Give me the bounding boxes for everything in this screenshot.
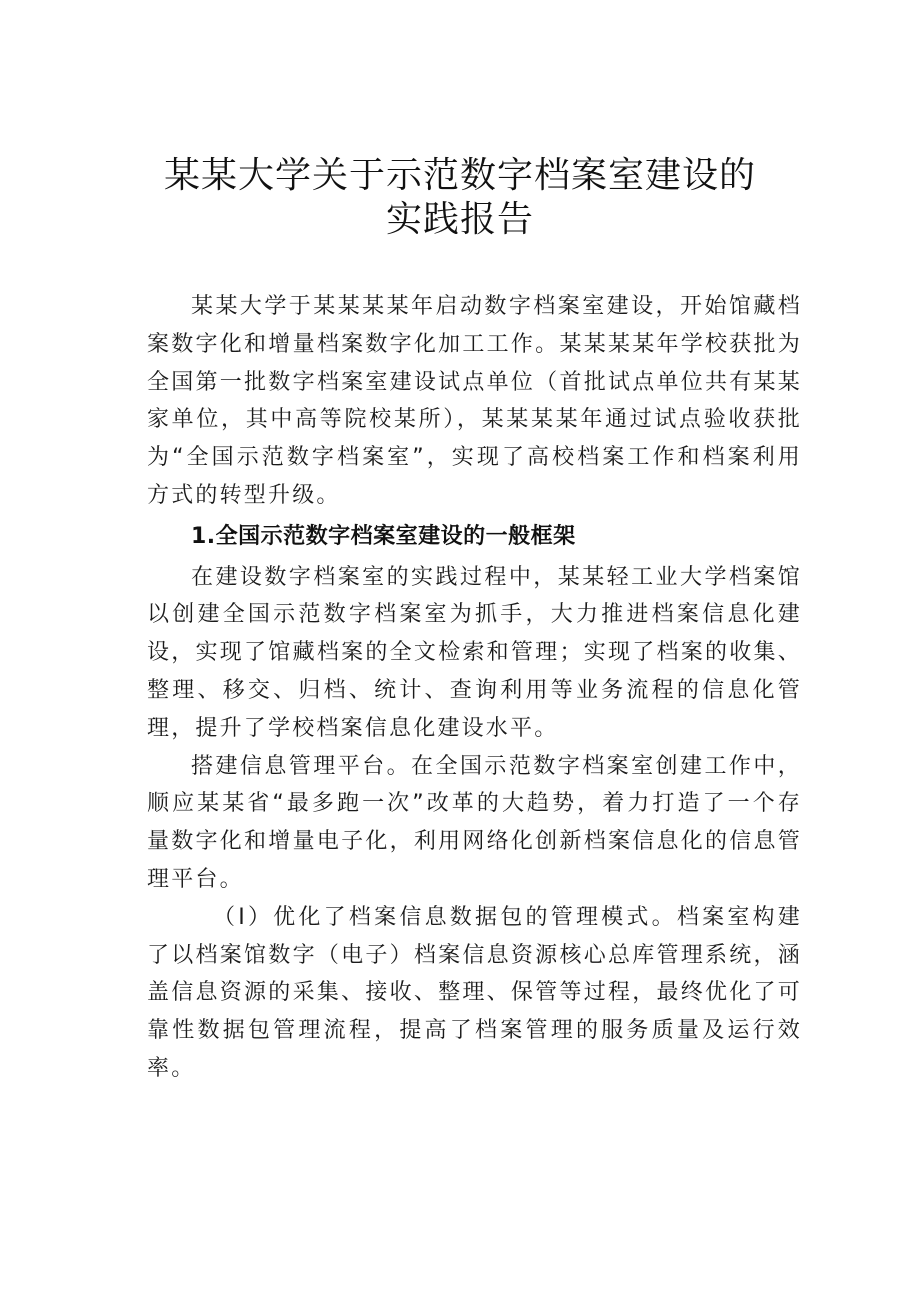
paragraph-platform: 搭建信息管理平台。在全国示范数字档案室创建工作中，顺应某某省“最多跑一次”改革的大趋势，着力打造了一个存量数字化和增量电子化，利用网络化创新档案信息化的信息管理平台。: [147, 753, 802, 892]
document-title-line-1: 某某大学关于示范数字档案室建设的: [163, 155, 756, 196]
document-title-line-2: 实践报告: [385, 199, 534, 240]
paragraph-data-package: （I）优化了档案信息数据包的管理模式。档案室构建了以档案馆数字（电子）档案信息资源核心总库管理系统，涵盖信息资源的采集、接收、整理、保管等过程，最终优化了可靠性数据包管理流程，提高了档案管理的服务质量及运行效率。: [147, 904, 802, 1081]
paragraph-intro: 某某大学于某某某某年启动数字档案室建设，开始馆藏档案数字化和增量档案数字化加工工作。某某某某年学校获批为全国第一批数字档案室建设试点单位（首批试点单位共有某某家单位，其中高等院校某所），某某某某年通过试点验收获批为“全国示范数字档案室”，实现了高校档案工作和档案利用方式的转型升级。: [147, 294, 802, 508]
paragraph-framework: 在建设数字档案室的实践过程中，某某轻工业大学档案馆以创建全国示范数字档案室为抓手，大力推进档案信息化建设，实现了馆藏档案的全文检索和管理；实现了档案的收集、整理、移交、归档、统计、查询利用等业务流程的信息化管理，提升了学校档案信息化建设水平。: [147, 564, 802, 741]
document-body: [147, 288, 802, 1088]
section-heading: 1.全国示范数字档案室建设的一般框架: [191, 523, 576, 549]
